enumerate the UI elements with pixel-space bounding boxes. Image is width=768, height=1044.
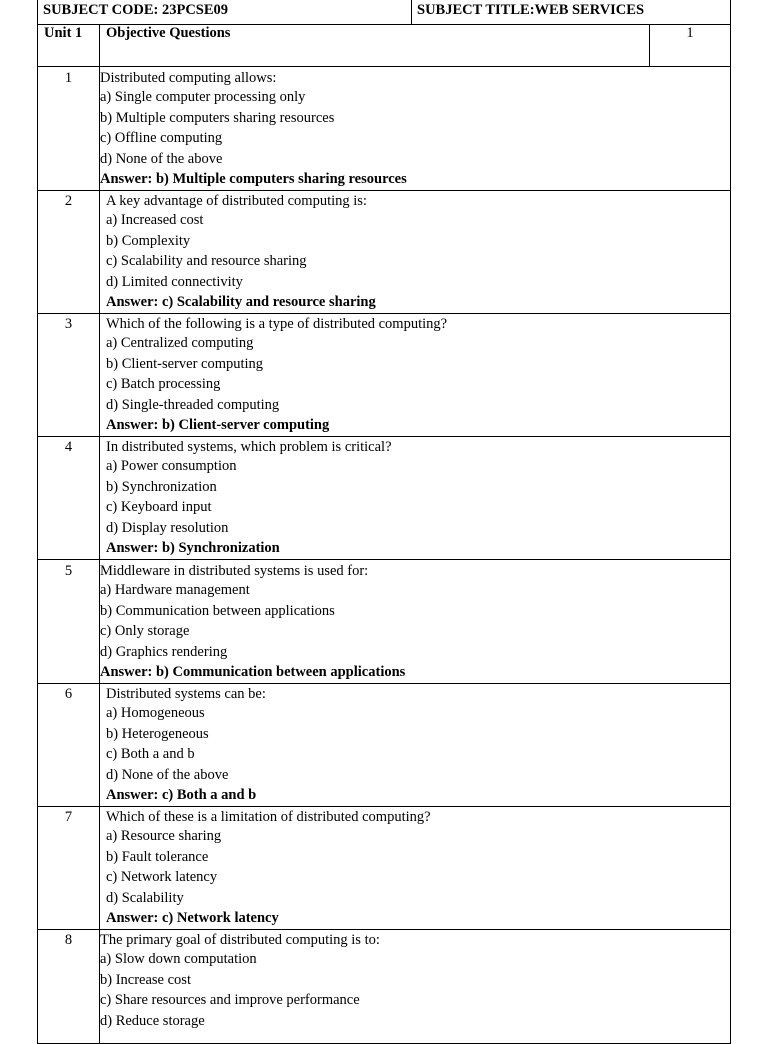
marks-value: 1 [686,25,694,41]
answer: Answer: b) Multiple computers sharing resources [100,171,407,188]
option-b: b) Multiple computers sharing resources [100,109,335,126]
option-b: b) Heterogeneous [106,725,209,742]
question-text: The primary goal of distributed computing is to: [100,932,380,948]
option-a: a) Homogeneous [106,705,205,721]
question-body [100,806,730,929]
question-row [37,67,731,191]
option-a: a) Resource sharing [106,828,222,844]
option-a: a) Slow down computation [100,951,257,967]
question-number: 2 [38,190,100,313]
question-number: 6 [38,683,100,806]
question-row [37,436,731,560]
option-d: d) Graphics rendering [100,643,228,660]
option-c: c) Batch processing [106,376,221,393]
question-body [100,560,730,683]
question-text: In distributed systems, which problem is critical? [106,439,392,455]
option-a: a) Single computer processing only [100,89,306,105]
option-d: d) None of the above [100,150,223,167]
question-row [37,190,731,314]
question-row [37,806,731,930]
question-body [100,313,730,436]
question-body [100,929,730,1043]
question-body [100,436,730,559]
option-a: a) Hardware management [100,582,250,598]
option-b: b) Fault tolerance [106,848,209,865]
answer: Answer: c) Scalability and resource sharing [106,294,376,311]
question-number: 7 [38,806,100,929]
option-d: d) Single-threaded computing [106,396,280,413]
question-number: 1 [38,67,100,190]
option-c: c) Only storage [100,623,190,640]
subject-code: SUBJECT CODE: 23PCSE09 [38,0,412,24]
option-b: b) Complexity [106,232,191,249]
option-a: a) Centralized computing [106,335,254,351]
option-b: b) Synchronization [106,478,217,495]
question-row [37,683,731,807]
answer: Answer: b) Communication between applications [100,664,406,681]
option-a: a) Increased cost [106,212,204,228]
answer: Answer: c) Both a and b [106,787,257,804]
section-title: Objective Questions [100,24,650,66]
option-d: d) Scalability [106,889,184,906]
option-c: c) Offline computing [100,130,223,147]
option-c: c) Scalability and resource sharing [106,253,307,270]
answer: Answer: b) Client-server computing [106,417,330,434]
question-number: 4 [38,436,100,559]
section-header-row [37,24,731,67]
option-d: d) Reduce storage [100,1012,205,1029]
option-d: d) Limited connectivity [106,273,243,290]
question-text: Distributed computing allows: [100,70,277,86]
option-b: b) Increase cost [100,971,191,988]
option-d: d) None of the above [106,766,229,783]
option-c: c) Share resources and improve performance [100,992,360,1009]
question-text: Distributed systems can be: [106,686,266,702]
option-b: b) Client-server computing [106,355,264,372]
question-body [100,190,730,313]
question-body [100,67,730,190]
option-a: a) Power consumption [106,458,237,474]
question-row [37,313,731,437]
question-text: Which of these is a limitation of distributed computing? [106,809,431,825]
subject-title: SUBJECT TITLE:WEB SERVICES [417,2,645,18]
subject-header-row [37,0,731,25]
option-c: c) Keyboard input [106,499,212,516]
question-number: 3 [38,313,100,436]
question-number: 8 [38,929,100,1043]
question-number: 5 [38,560,100,683]
answer: Answer: b) Synchronization [106,540,280,557]
option-d: d) Display resolution [106,519,229,536]
question-text: A key advantage of distributed computing is: [106,193,367,209]
question-text: Which of the following is a type of distributed computing? [106,316,448,332]
question-body [100,683,730,806]
option-b: b) Communication between applications [100,602,335,619]
answer: Answer: c) Network latency [106,910,279,927]
question-row [37,929,731,1044]
option-c: c) Both a and b [106,746,195,763]
question-text: Middleware in distributed systems is used for: [100,563,369,579]
question-row [37,560,731,684]
option-c: c) Network latency [106,869,218,886]
unit-label: Unit 1 [38,24,100,66]
